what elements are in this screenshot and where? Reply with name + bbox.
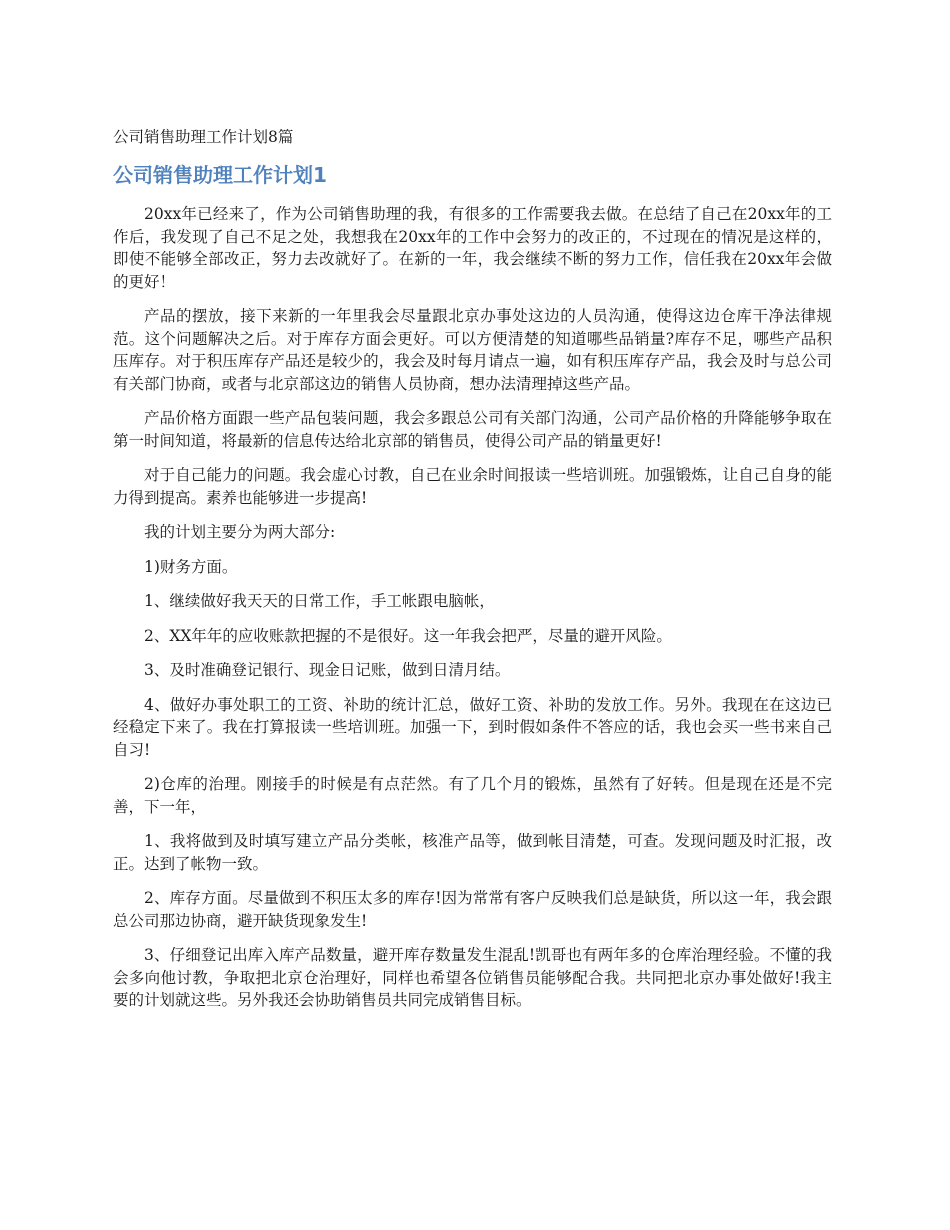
section-heading: 公司销售助理工作计划1 <box>113 163 327 187</box>
paragraph: 1)财务方面。 <box>144 557 238 576</box>
paragraph: 1、我将做到及时填写建立产品分类帐，核准产品等，做到帐目清楚，可查。发现问题及时汇报，改正。达到了帐物一致。 <box>113 832 832 873</box>
paragraph: 对于自己能力的问题。我会虚心讨教，自己在业余时间报读一些培训班。加强锻炼，让自己自身的能力得到提高。素养也能够进一步提高! <box>113 466 832 507</box>
document-title: 公司销售助理工作计划8篇 <box>113 128 294 146</box>
paragraph: 2、XX年年的应收账款把握的不是很好。这一年我会把严，尽量的避开风险。 <box>144 626 672 645</box>
paragraph: 产品价格方面跟一些产品包装问题，我会多跟总公司有关部门沟通，公司产品价格的升降能够争取在第一时间知道，将最新的信息传达给北京部的销售员，使得公司产品的销量更好! <box>113 409 832 450</box>
paragraph: 4、做好办事处职工的工资、补助的统计汇总，做好工资、补助的发放工作。另外。我现在在这边已经稳定下来了。我在打算报读一些培训班。加强一下，到时假如条件不答应的话，我也会买一些书来自己自习! <box>113 695 832 759</box>
paragraph: 3、仔细登记出库入库产品数量，避开库存数量发生混乱!凯哥也有两年多的仓库治理经验。不懂的我会多向他讨教，争取把北京仓治理好，同样也希望各位销售员能够配合我。共同把北京办事处做好!我主要的计划就这些。另外我还会协助销售员共同完成销售目标。 <box>113 946 832 1009</box>
paragraph: 1、继续做好我天天的日常工作，手工帐跟电脑帐， <box>144 592 495 610</box>
paragraph: 2、库存方面。尽量做到不积压太多的库存!因为常常有客户反映我们总是缺货，所以这一年，我会跟总公司那边协商，避开缺货现象发生! <box>113 889 832 930</box>
paragraph: 产品的摆放，接下来新的一年里我会尽量跟北京办事处这边的人员沟通，使得这边仓库干净法律规范。这个问题解决之后。对于库存方面会更好。可以方便清楚的知道哪些品销量?库存不足，哪些产品积压库存。对于积压库存产品还是较少的，我会及时每月请点一遍，如有积压库存产品，我会及时与总公司有关部门协商，或者与北京部这边的销售人员协商，想办法清理掉这些产品。 <box>113 307 832 393</box>
paragraph: 2)仓库的治理。刚接手的时候是有点茫然。有了几个月的锻炼，虽然有了好转。但是现在还是不完善，下一年， <box>113 775 832 816</box>
paragraph: 20xx年已经来了，作为公司销售助理的我，有很多的工作需要我去做。在总结了自己在20xx年的工作后，我发现了自己不足之处，我想我在20xx年的工作中会努力的改正的，不过现在的情况是这样的，即使不能够全部改正，努力去改就好了。在新的一年，我会继续不断的努力工作，信任我在20xx年会做的更好！ <box>113 205 832 291</box>
paragraph: 我的计划主要分为两大部分: <box>144 523 336 541</box>
paragraph: 3、及时准确登记银行、现金日记账，做到日清月结。 <box>144 661 511 679</box>
